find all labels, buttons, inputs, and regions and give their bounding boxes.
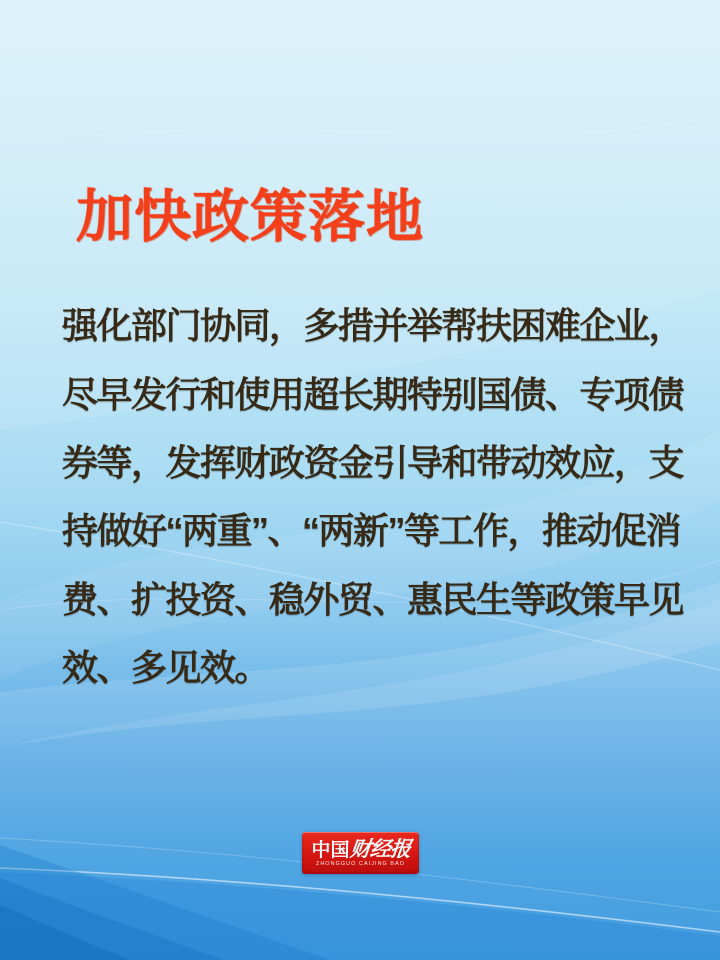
logo-masthead xyxy=(311,839,409,860)
china-finance-news-logo xyxy=(302,832,419,874)
poster-title: 加快政策落地 xyxy=(76,185,424,249)
logo-cn-script-text: 财经报 xyxy=(348,838,411,861)
logo-cn-bold-text: 中国 xyxy=(311,840,350,861)
body-line-4: 持做好“两重”、“两新”等工作，推动促消 xyxy=(62,510,681,551)
body-line-3: 券等，发挥财政资金引导和带动效应，支 xyxy=(62,442,684,483)
body-line-5: 费、扩投资、稳外贸、惠民生等政策早见 xyxy=(62,579,684,620)
body-line-6: 效、多见效。 xyxy=(62,647,270,688)
body-line-1: 强化部门协同，多措并举帮扶困难企业， xyxy=(62,305,684,346)
body-line-2: 尽早发行和使用超长期特别国债、专项债 xyxy=(62,374,684,415)
logo-pinyin-text: ZHONGGUO CAIJING BAO xyxy=(315,861,406,867)
